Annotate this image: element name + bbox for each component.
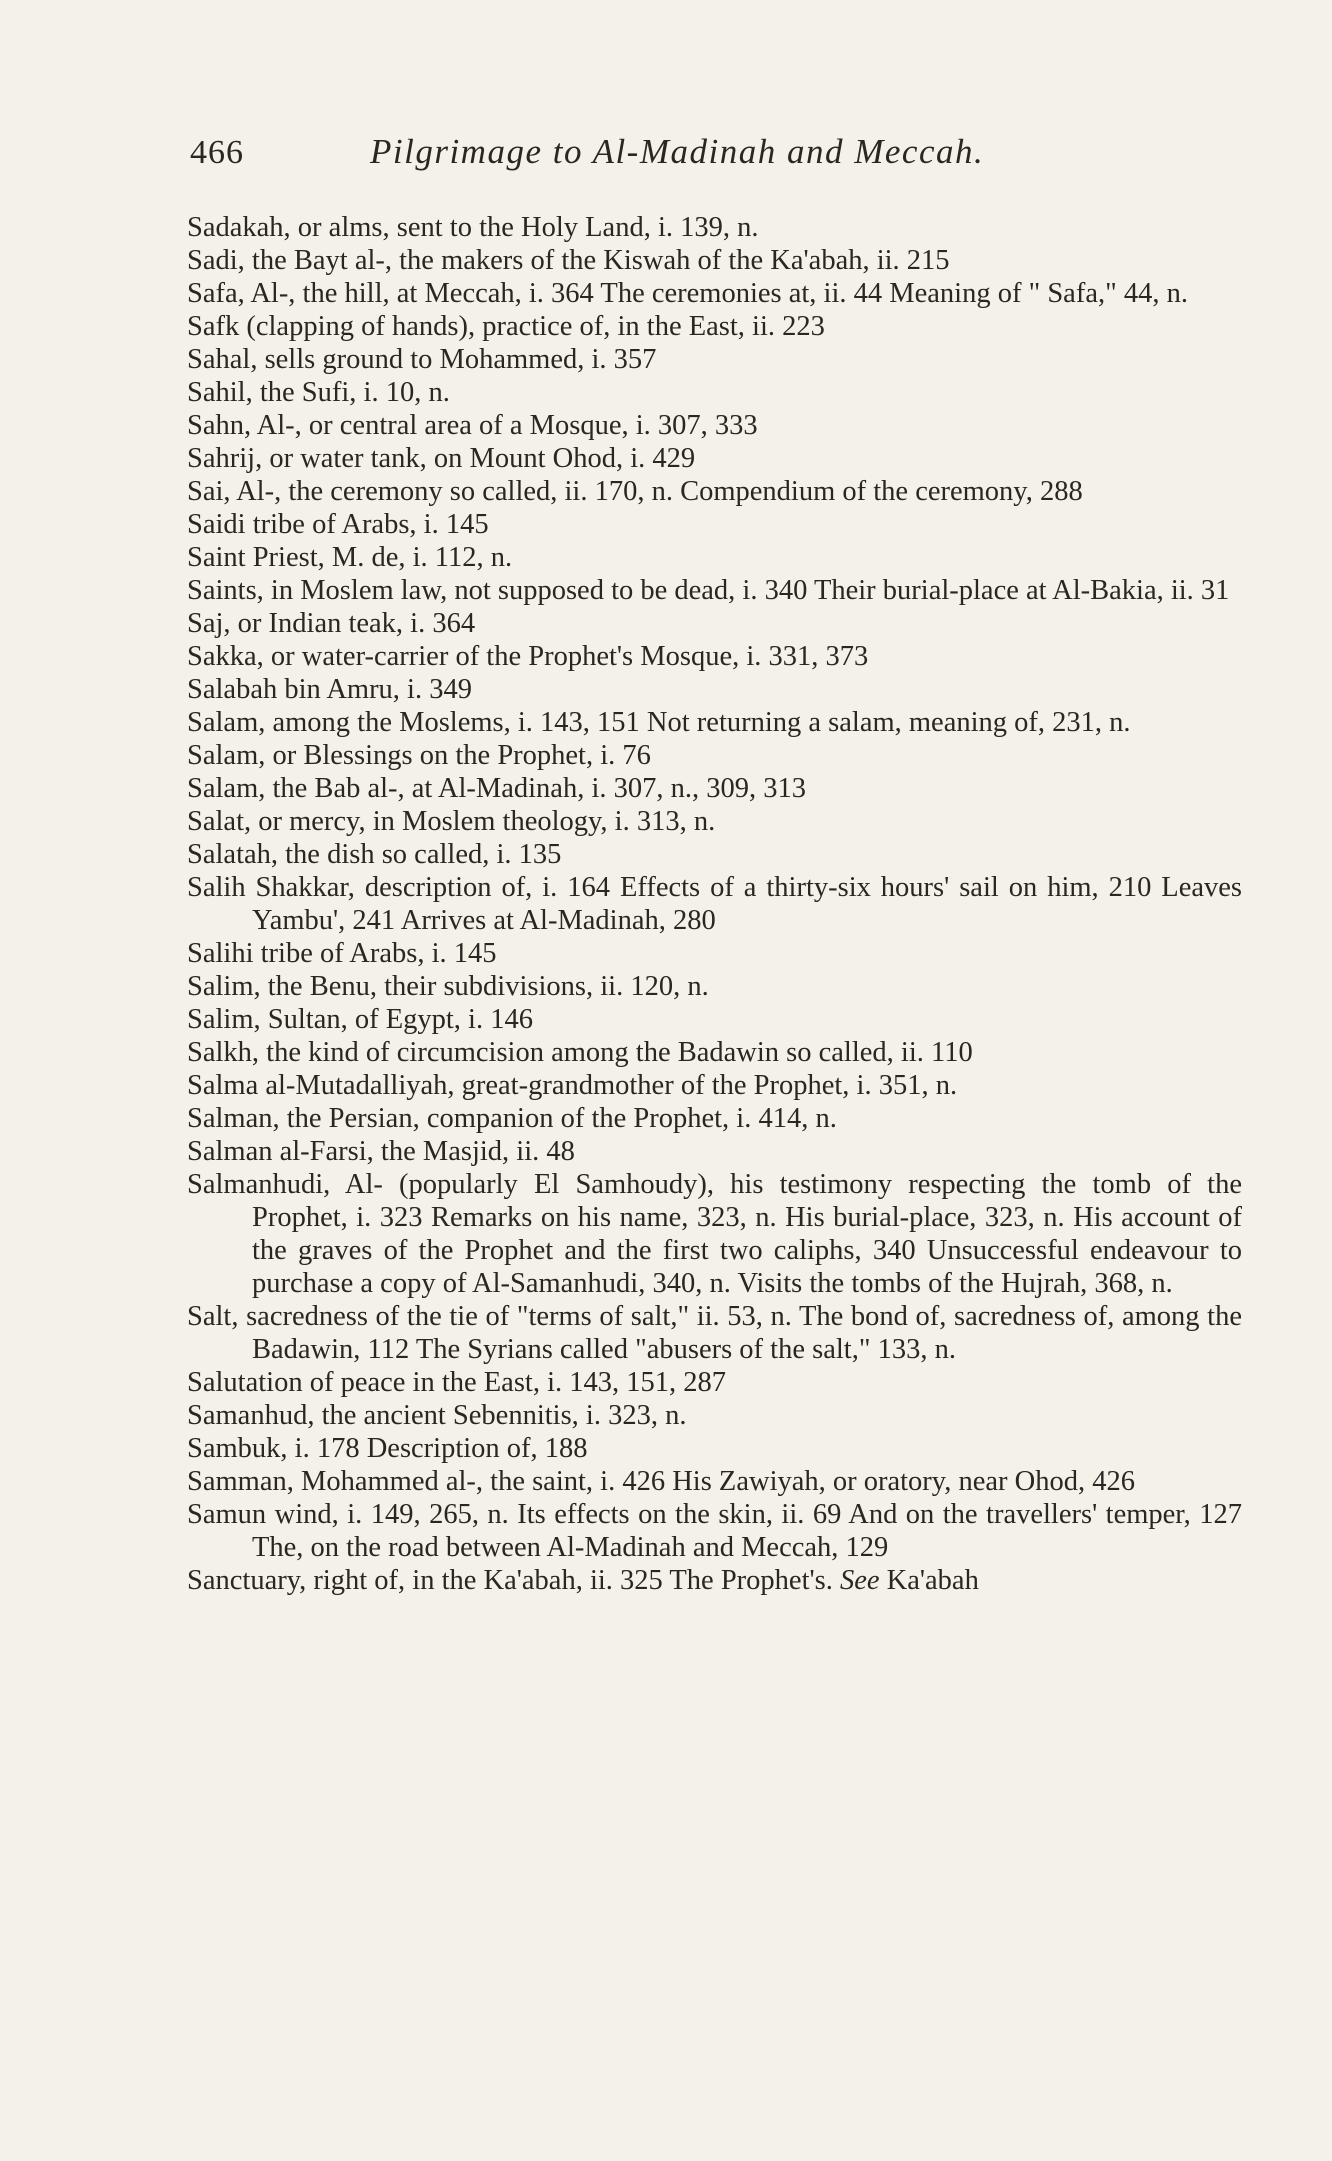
index-entry: Sambuk, i. 178 Description of, 188 xyxy=(187,1433,588,1464)
index-entry: Salam, the Bab al-, at Al-Madinah, i. 307, n., 309, 313 xyxy=(187,773,806,804)
index-entry: Salmanhudi, Al- (popularly El Samhoudy), his testimony respecting the tomb of the Prophet, i. 323 Remarks on his name, 323, n. His burial-place, 323, n. His account of the graves of the Prophet and the first two caliphs, 340 Unsuccessful endeavour to purchase a copy of Al-Samanhudi, 340, n. Visits the tombs of the Hujrah, 368, n. xyxy=(187,1169,1242,1299)
running-title: Pilgrimage to Al-Madinah and Meccah. xyxy=(370,132,985,171)
index-entry: Sahn, Al-, or central area of a Mosque, i. 307, 333 xyxy=(187,410,758,441)
index-entry: Salim, the Benu, their subdivisions, ii. 120, n. xyxy=(187,971,709,1002)
index-entry: Salt, sacredness of the tie of "terms of salt," ii. 53, n. The bond of, sacredness of, among the Badawin, 112 The Syrians called "abusers of the salt," 133, n. xyxy=(187,1301,1242,1365)
index-entry: Saidi tribe of Arabs, i. 145 xyxy=(187,509,489,540)
index-entry: Salih Shakkar, description of, i. 164 Effects of a thirty-six hours' sail on him, 210 Leaves Yambu', 241 Arrives at Al-Madinah, 280 xyxy=(187,872,1242,936)
index-entry: Samun wind, i. 149, 265, n. Its effects on the skin, ii. 69 And on the travellers' temper, 127 The, on the road between Al-Madinah and Meccah, 129 xyxy=(187,1499,1242,1563)
index-entry: Salim, Sultan, of Egypt, i. 146 xyxy=(187,1004,533,1035)
page-number: 466 xyxy=(190,134,244,171)
index-entry: Salabah bin Amru, i. 349 xyxy=(187,674,472,705)
index-entry: Saints, in Moslem law, not supposed to be dead, i. 340 Their burial-place at Al-Bakia, ii. 31 xyxy=(187,575,1230,606)
last-entry-text: Sanctuary, right of, in the Ka'abah, ii. 325 The Prophet's. xyxy=(187,1565,833,1596)
index-entry: Samanhud, the ancient Sebennitis, i. 323, n. xyxy=(187,1400,687,1431)
index-entry-last xyxy=(187,1564,1242,1597)
index-entry: Samman, Mohammed al-, the saint, i. 426 His Zawiyah, or oratory, near Ohod, 426 xyxy=(187,1466,1135,1497)
index-entry: Salman al-Farsi, the Masjid, ii. 48 xyxy=(187,1136,575,1167)
page-header xyxy=(190,128,1090,178)
index-entry: Salam, or Blessings on the Prophet, i. 76 xyxy=(187,740,651,771)
index-entry: Salatah, the dish so called, i. 135 xyxy=(187,839,562,870)
index-entry: Salat, or mercy, in Moslem theology, i. 313, n. xyxy=(187,806,716,837)
index-entry: Saint Priest, M. de, i. 112, n. xyxy=(187,542,513,573)
index-entry: Saj, or Indian teak, i. 364 xyxy=(187,608,476,639)
index-entry: Salman, the Persian, companion of the Prophet, i. 414, n. xyxy=(187,1103,837,1134)
index-entry: Sadakah, or alms, sent to the Holy Land, i. 139, n. xyxy=(187,212,759,243)
index-entry: Salihi tribe of Arabs, i. 145 xyxy=(187,938,497,969)
index-entry: Sakka, or water-carrier of the Prophet's Mosque, i. 331, 373 xyxy=(187,641,869,672)
see-target: Ka'abah xyxy=(886,1565,979,1596)
index-entry: Salam, among the Moslems, i. 143, 151 Not returning a salam, meaning of, 231, n. xyxy=(187,707,1131,738)
index-entries xyxy=(187,211,1242,1597)
see-reference: See xyxy=(839,1565,880,1596)
index-entry: Sadi, the Bayt al-, the makers of the Kiswah of the Ka'abah, ii. 215 xyxy=(187,245,950,276)
index-entry: Sahrij, or water tank, on Mount Ohod, i. 429 xyxy=(187,443,696,474)
index-entry: Sahal, sells ground to Mohammed, i. 357 xyxy=(187,344,657,375)
index-entry: Safa, Al-, the hill, at Meccah, i. 364 The ceremonies at, ii. 44 Meaning of " Safa," 44, n. xyxy=(187,278,1188,309)
index-entry: Salkh, the kind of circumcision among the Badawin so called, ii. 110 xyxy=(187,1037,973,1068)
index-entry: Sahil, the Sufi, i. 10, n. xyxy=(187,377,450,408)
index-entry: Salma al-Mutadalliyah, great-grandmother of the Prophet, i. 351, n. xyxy=(187,1070,958,1101)
index-entry: Sai, Al-, the ceremony so called, ii. 170, n. Compendium of the ceremony, 288 xyxy=(187,476,1083,507)
index-entry: Safk (clapping of hands), practice of, in the East, ii. 223 xyxy=(187,311,825,342)
index-entry: Salutation of peace in the East, i. 143, 151, 287 xyxy=(187,1367,727,1398)
